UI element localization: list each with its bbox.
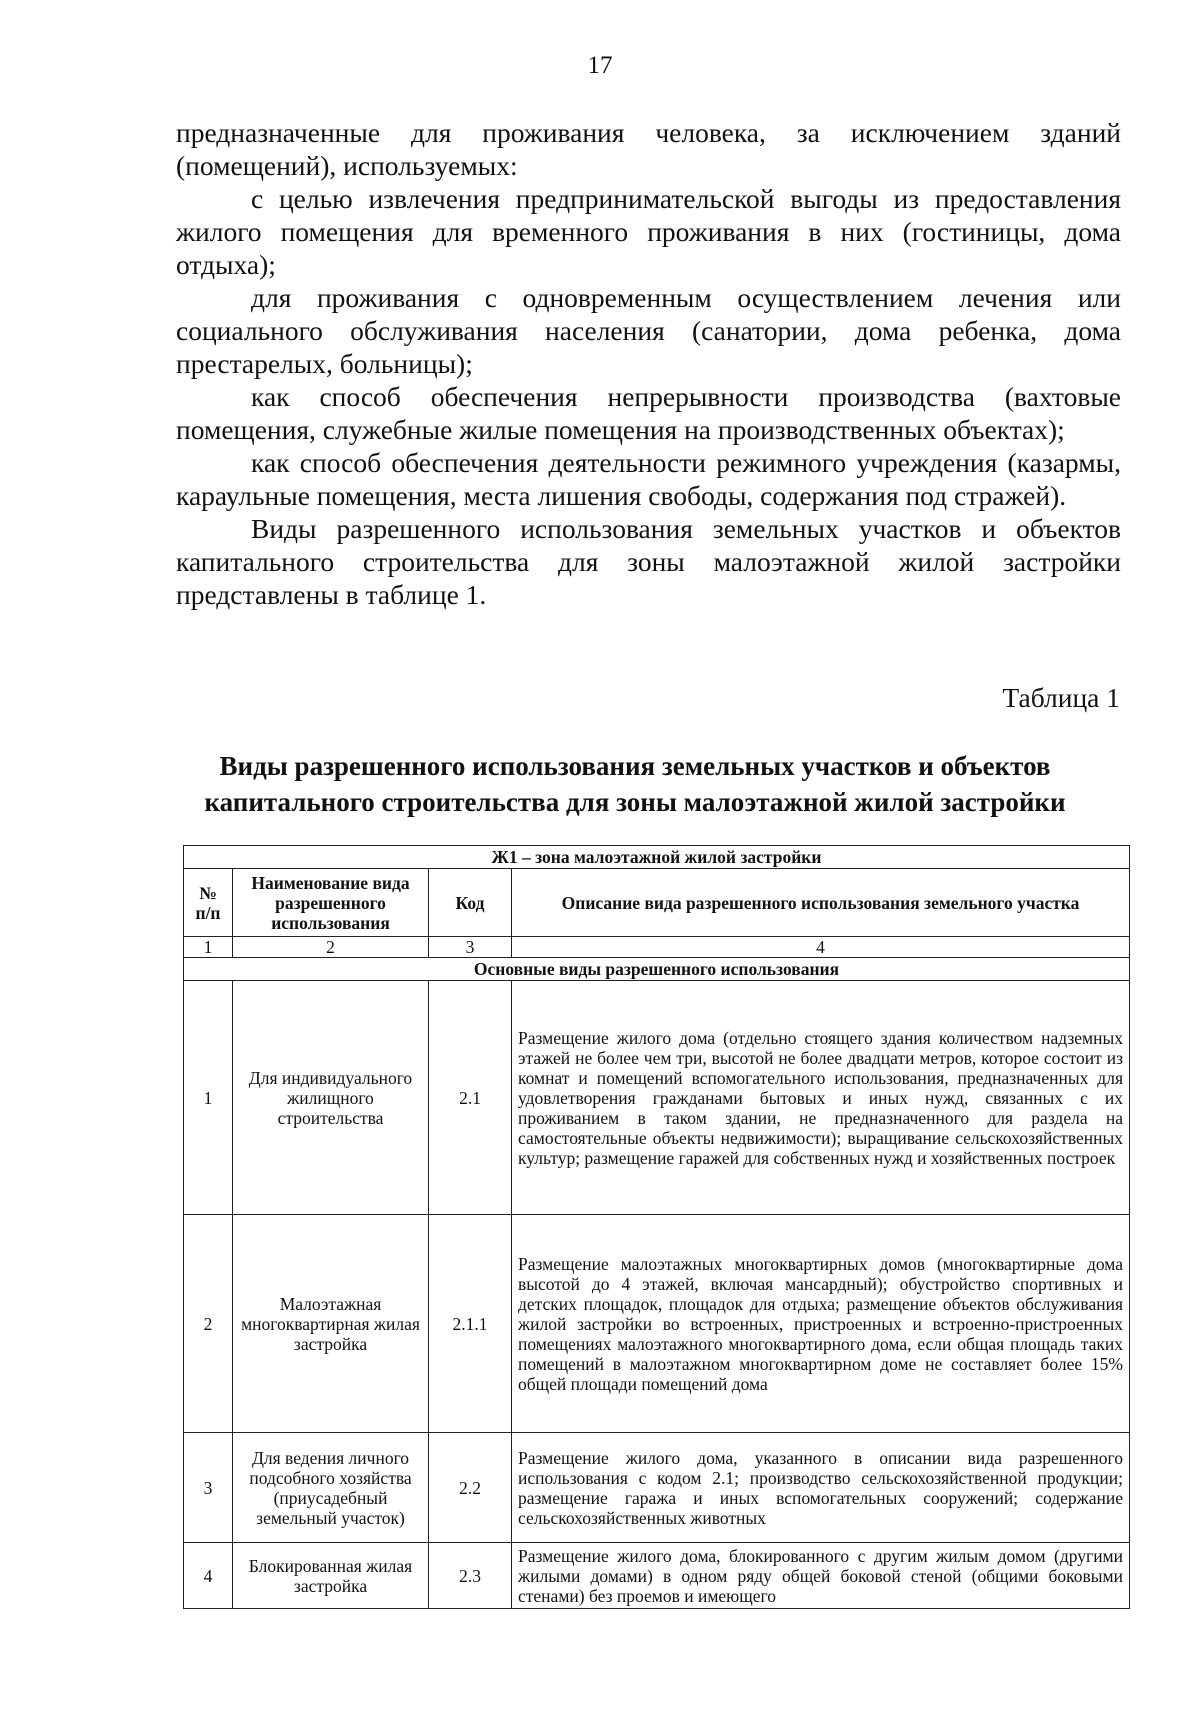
paragraph-3: для проживания с одновременным осуществлением лечения или социального обслуживания населения (санатории, дома ребенка, дома престарелых, больницы);: [176, 282, 1121, 379]
paragraph-5: как способ обеспечения деятельности режимного учреждения (казармы, караульные помещения, места лишения свободы, содержания под стражей).: [176, 447, 1121, 511]
header-code: Код: [429, 869, 512, 937]
table-row: [184, 981, 1130, 1215]
paragraph-6: Виды разрешенного использования земельных участков и объектов капитального строительства для зоны малоэтажной жилой застройки представлены в таблице 1.: [176, 513, 1121, 610]
table-title: [150, 748, 1120, 820]
row-desc: Размещение жилого дома, указанного в описании вида разрешенного использования с кодом 2.1; производство сельскохозяйственной продукции; размещение гаража и иных вспомогательных сооружений; содержание сельскохозяйственных животных: [512, 1433, 1130, 1543]
row-code: 2.1: [429, 981, 512, 1215]
row-name: Блокированная жилая застройка: [233, 1543, 429, 1609]
body-text: [176, 116, 1121, 611]
row-desc: Размещение жилого дома, блокированного с другим жилым домом (другими жилыми домами) в одном ряду общей боковой стеной (общими боковыми стенами) без проемов и имеющего: [512, 1543, 1130, 1609]
page-number: 17: [587, 52, 613, 79]
row-name: Для ведения личного подсобного хозяйства (приусадебный земельный участок): [233, 1433, 429, 1543]
paragraph-1: предназначенные для проживания человека, за исключением зданий (помещений), используемых:: [176, 117, 1121, 181]
table-label: Таблица 1: [1002, 682, 1120, 713]
row-desc: Размещение малоэтажных многоквартирных домов (многоквартирные дома высотой до 4 этажей, включая мансардный); обустройство спортивных и детских площадок, площадок для отдыха; размещение объектов обслуживания жилой застройки во встроенных, пристроенных и встроенно-пристроенных помещениях малоэтажного многоквартирного дома, если общая площадь таких помещений в малоэтажном многоквартирном доме не составляет более 15% общей площади помещений дома: [512, 1215, 1130, 1433]
index-cell: 1: [184, 937, 233, 958]
row-name: Малоэтажная многоквартирная жилая застройка: [233, 1215, 429, 1433]
zone-header: Ж1 – зона малоэтажной жилой застройки: [184, 846, 1130, 869]
row-num: 1: [184, 981, 233, 1215]
land-use-table: [183, 845, 1130, 1609]
table-title-line-1: Виды разрешенного использования земельных участков и объектов: [219, 751, 1051, 781]
table-row: [184, 1215, 1130, 1433]
row-code: 2.3: [429, 1543, 512, 1609]
paragraph-2: с целью извлечения предпринимательской выгоды из предоставления жилого помещения для временного проживания в них (гостиницы, дома отдыха);: [176, 183, 1121, 280]
row-num: 4: [184, 1543, 233, 1609]
index-cell: 2: [233, 937, 429, 958]
row-code: 2.1.1: [429, 1215, 512, 1433]
row-num: 2: [184, 1215, 233, 1433]
row-num: 3: [184, 1433, 233, 1543]
table-row: [184, 1543, 1130, 1609]
header-desc: Описание вида разрешенного использования земельного участка: [512, 869, 1130, 937]
table-row: [184, 1433, 1130, 1543]
row-name: Для индивидуального жилищного строительства: [233, 981, 429, 1215]
header-num: № п/п: [184, 869, 233, 937]
index-cell: 3: [429, 937, 512, 958]
header-name: Наименование вида разрешенного использования: [233, 869, 429, 937]
section-header: Основные виды разрешенного использования: [184, 958, 1130, 981]
row-code: 2.2: [429, 1433, 512, 1543]
index-cell: 4: [512, 937, 1130, 958]
row-desc: Размещение жилого дома (отдельно стоящего здания количеством надземных этажей не более чем три, высотой не более двадцати метров, которое состоит из комнат и помещений вспомогательного использования, предназначенных для удовлетворения гражданами бытовых и иных нужд, связанных с их проживанием в таком здании, не предназначенного для раздела на самостоятельные объекты недвижимости); выращивание сельскохозяйственных культур; размещение гаражей для собственных нужд и хозяйственных построек: [512, 981, 1130, 1215]
paragraph-4: как способ обеспечения непрерывности производства (вахтовые помещения, служебные жилые помещения на производственных объектах);: [176, 381, 1121, 445]
table-title-line-2: капитального строительства для зоны малоэтажной жилой застройки: [204, 787, 1066, 817]
